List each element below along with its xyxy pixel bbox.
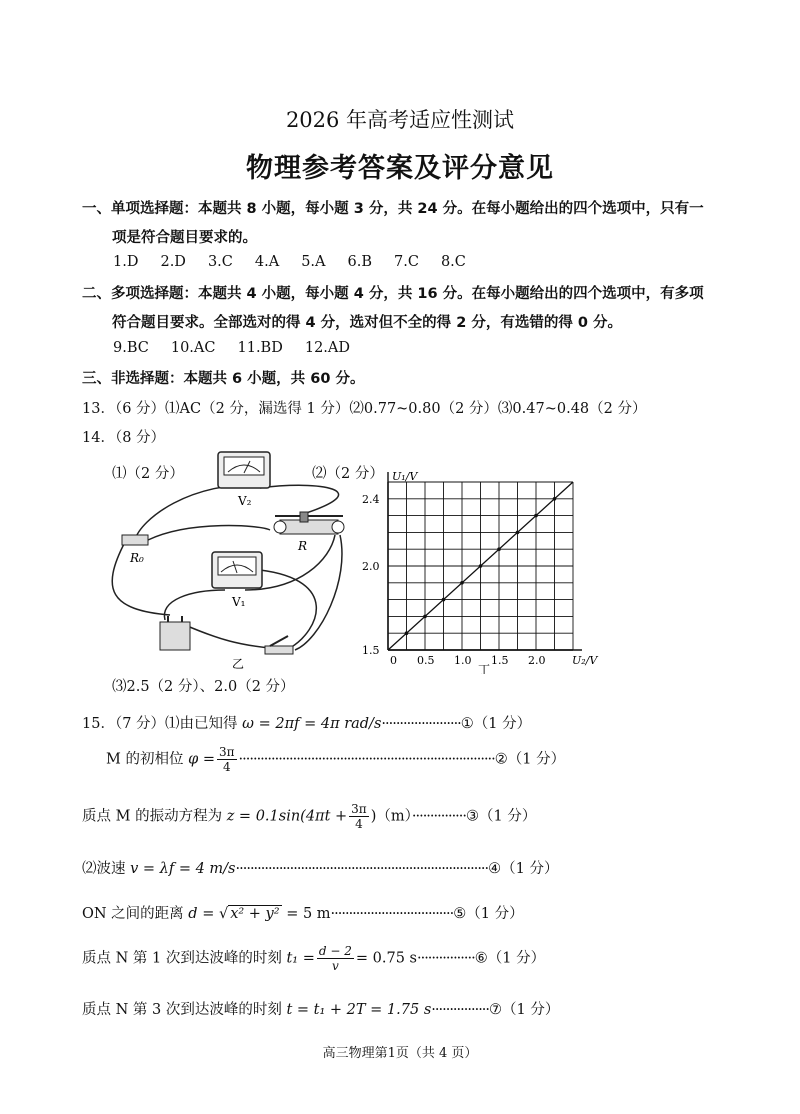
section2-line2: 符合题目要求。全部选对的得 4 分，选对但不全的得 2 分，有选错的得 0 分。 xyxy=(112,315,623,331)
q15-l5-text: ON 之间的距离 xyxy=(82,906,189,922)
data-point xyxy=(516,531,520,535)
battery-icon xyxy=(160,616,190,650)
phase-fraction xyxy=(349,802,369,831)
x-tick-label: 0.5 xyxy=(417,654,435,667)
answer-item: 2.D xyxy=(160,254,186,270)
data-point xyxy=(405,631,409,635)
q15-line7: 质点 N 第 3 次到达波峰的时刻 t = t₁ + 2T = 1.75 s················⑦（1 分） xyxy=(82,1002,560,1018)
frac-denominator: 4 xyxy=(355,817,363,831)
q14-header: 14．（8 分） xyxy=(82,430,166,446)
data-point xyxy=(553,497,557,501)
answer-item: 9.BC xyxy=(113,340,149,356)
y-axis-label: U₁/V xyxy=(392,470,418,483)
x-tick-label: 1.5 xyxy=(491,654,509,667)
vibration-formula-b: )（m） xyxy=(370,808,412,825)
q15-l7-score: ⑦（1 分） xyxy=(489,1002,560,1018)
x-tick-label: 2.0 xyxy=(528,654,546,667)
label-v2: V₂ xyxy=(238,494,252,508)
answer-item: 4.A xyxy=(254,254,280,270)
q14-part2: ⑵（2 分） xyxy=(312,466,384,482)
voltmeter-v2-icon xyxy=(218,452,270,488)
label-r0: R₀ xyxy=(130,551,144,565)
answer-item: 8.C xyxy=(440,254,466,270)
frac-numerator: d − 2 xyxy=(318,944,352,958)
answer-item: 3.C xyxy=(207,254,233,270)
x-tick-label: 0 xyxy=(390,654,397,667)
q15-l7-text: 质点 N 第 3 次到达波峰的时刻 xyxy=(82,1002,287,1018)
page-subtitle: 物理参考答案及评分意见 xyxy=(246,153,554,184)
answer-item: 10.AC xyxy=(170,340,216,356)
answer-item: 6.B xyxy=(347,254,372,270)
omega-formula: ω = 2πf = 4π rad/s xyxy=(242,716,382,732)
label-jia: 乙 xyxy=(232,657,245,670)
q15-l4-text: ⑵波速 xyxy=(82,861,131,877)
phi-symbol: φ = xyxy=(188,751,215,768)
data-point xyxy=(423,615,427,619)
time3-formula: t = t₁ + 2T = 1.75 s xyxy=(286,1002,432,1018)
q15-l6-text: 质点 N 第 1 次到达波峰的时刻 xyxy=(82,950,287,967)
y-tick-label: 2.0 xyxy=(362,560,380,573)
data-point xyxy=(479,564,483,568)
frac-numerator: 3π xyxy=(219,745,235,759)
q15-l2-text: M 的初相位 xyxy=(106,751,189,768)
switch-icon xyxy=(265,636,293,654)
q15-line1: 15．（7 分）⑴由已知得 ω = 2πf = 4π rad/s······················①（1 分） xyxy=(82,716,532,732)
rheostat-icon xyxy=(274,512,344,534)
y-tick-label: 1.5 xyxy=(362,644,380,657)
answer-item: 11.BD xyxy=(237,340,283,356)
q15-l3-text: 质点 M 的振动方程为 xyxy=(82,808,227,825)
page-footer: 高三物理第1页（共 4 页） xyxy=(322,1046,478,1061)
frac-numerator: 3π xyxy=(351,802,367,816)
data-point xyxy=(442,598,446,602)
q15-line3: 质点 M 的振动方程为 z = 0.1sin(4πt + $\frac{3\pi}{4}$ )（m）···············③（1 分） xyxy=(82,802,537,831)
q15-l5-score: ⑤（1 分） xyxy=(453,906,524,922)
q15-l3-score: ③（1 分） xyxy=(466,808,537,825)
section2-line1: 二、多项选择题：本题共 4 小题，每小题 4 分，共 16 分。在每小题给出的四个选项中，有多项 xyxy=(82,286,704,302)
y-tick-label: 2.4 xyxy=(362,492,380,506)
frac-denominator: v xyxy=(331,959,339,973)
page-title: 2026 年高考适应性测试 xyxy=(285,108,515,132)
answer-item: 5.A xyxy=(301,254,326,270)
graph-caption: 丁 xyxy=(478,663,491,674)
frac-denominator: 4 xyxy=(222,760,231,774)
answer-item: 12.AD xyxy=(304,340,351,356)
time-fraction xyxy=(317,944,354,973)
data-point xyxy=(497,547,501,551)
distance-formula-b: = 5 m xyxy=(286,906,331,922)
wave-speed-formula: v = λf = 4 m/s xyxy=(130,861,236,877)
q14-part1: ⑴（2 分） xyxy=(112,466,184,482)
label-r: R xyxy=(298,539,308,553)
distance-formula-a: d = xyxy=(188,906,215,922)
q15-line5: ON 之间的距离 d = √ x² + y² = 5 m··································⑤（1 分） xyxy=(82,906,524,922)
voltmeter-v1-icon xyxy=(212,552,262,588)
q15-l1-score: ①（1 分） xyxy=(460,716,532,732)
section2-answers xyxy=(113,340,372,356)
x-axis-label: U₂/V xyxy=(572,654,598,667)
sqrt-content: x² + y² xyxy=(230,906,280,922)
resistor-r0-icon xyxy=(122,535,148,545)
q14-part3: ⑶2.5（2 分）、2.0（2 分） xyxy=(112,679,295,695)
q15-l4-score: ④（1 分） xyxy=(488,861,559,877)
u1-u2-graph xyxy=(360,462,610,674)
q15-line4: ⑵波速 v = λf = 4 m/s······································································④（1 分） xyxy=(82,861,559,877)
q15-l2-score: ②（1 分） xyxy=(494,751,566,768)
q15-line2: M 的初相位 φ = $\frac{3\pi}{4}$ ·······································································②（1 分） xyxy=(106,745,566,774)
data-point xyxy=(460,581,464,585)
label-v1: V₁ xyxy=(232,595,246,609)
section1-line2: 项是符合题目要求的。 xyxy=(112,230,257,246)
q13-answer: 13．（6 分）⑴AC（2 分，漏选得 1 分）⑵0.77~0.80（2 分）⑶0.47~0.48（2 分） xyxy=(82,401,647,417)
answer-item: 1.D xyxy=(113,254,139,270)
time1-formula-a: t₁ = xyxy=(286,950,315,967)
section1-answers xyxy=(113,254,488,270)
phase-fraction xyxy=(217,745,237,774)
time1-formula-b: = 0.75 s xyxy=(355,950,417,967)
section3-line1: 三、非选择题：本题共 6 小题，共 60 分。 xyxy=(82,371,365,387)
data-point xyxy=(534,514,538,518)
vibration-formula-a: z = 0.1sin(4πt + xyxy=(226,808,348,825)
x-tick-label: 1.0 xyxy=(454,654,472,667)
section1-line1: 一、单项选择题：本题共 8 小题，每小题 3 分，共 24 分。在每小题给出的四个选项中，只有一 xyxy=(82,201,704,217)
q15-line6: 质点 N 第 1 次到达波峰的时刻 t₁ = $\frac{d - 2}{v}$ = 0.75 s················⑥（1 分） xyxy=(82,944,546,973)
answer-item: 7.C xyxy=(394,254,419,270)
q15-l6-score: ⑥（1 分） xyxy=(474,950,546,967)
q15-l1-text: 15．（7 分）⑴由已知得 xyxy=(82,716,243,732)
